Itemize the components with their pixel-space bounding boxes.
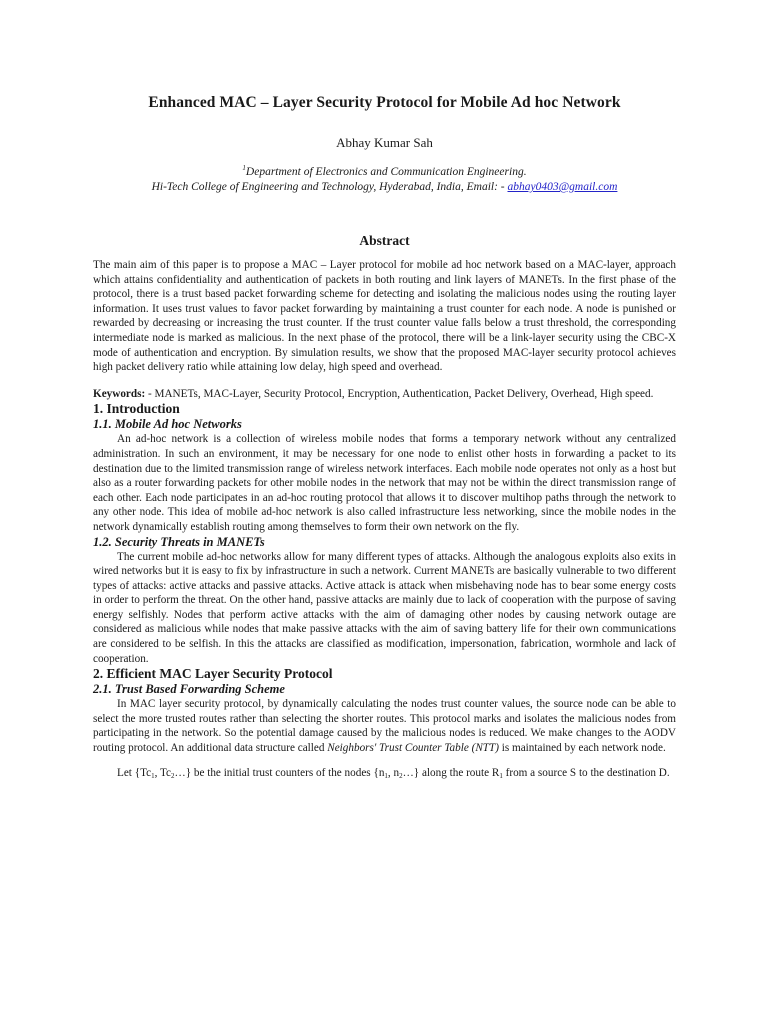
- ntt-term: Neighbors' Trust Counter Table (NTT): [327, 742, 499, 755]
- abstract-heading: Abstract: [359, 233, 410, 248]
- section-1-2-text: The current mobile ad-hoc networks allow for many different types of attacks. Although the analogous exploits also exits in wired networks but it is easy to fix by infrastructure in such a network. Current MANETs are basically vulnerable to two different types of attacks: active attacks and passive attacks. Active attack is attack when misbehaving node has to bear some energy costs in order to perform the threat. On the other hand, passive attacks are mainly due to lack of cooperation with the purpose of saving energy selfishly. Nodes that perform active attacks with the aim of damaging other nodes by causing network outage are considered as malicious while nodes that make passive attacks with the aim of saving battery life for their own communications are considered to be selfish. In this the attacks are classified as modification, impersonation, fabrication, wormhole and lack of cooperation.: [93, 550, 676, 665]
- abstract-text: The main aim of this paper is to propose a MAC – Layer protocol for mobile ad hoc network based on a MAC-layer, approach which attains confidentiality and authentication of packets in both routing and link layers of MANETs. In the first phase of the protocol, there is a trust based packet forwarding scheme for detecting and isolating the malicious nodes using the routing layer information. It uses trust values to favor packet forwarding by maintaining a trust counter for each node. A node is punished or rewarded by decreasing or increasing the trust counter. If the trust counter value falls below a trust threshold, the corresponding intermediate node is marked as malicious. In the next phase of the protocol, there will be a link-layer security using the CBC-X mode of authentication and encryption. By simulation results, we show that the proposed MAC-layer security protocol achieves high packet delivery ratio while attaining low delay, high speed and overhead.: [93, 259, 676, 374]
- affiliation-college: Hi-Tech College of Engineering and Technology, Hyderabad, India, Email: - abhay0403@gmail.com: [151, 181, 618, 193]
- email-link[interactable]: abhay0403@gmail.com: [507, 181, 618, 193]
- section-1-1-text: An ad-hoc network is a collection of wireless mobile nodes that forms a temporary network without any centralized administration. In such an environment, it may be necessary for one node to enlist other hosts in forwarding a packet to its destination due to the limited transmission range of wireless network interfaces. Each mobile node operates not only as a host but also as a router forwarding packets for other mobile nodes in the network that may not be within the direct transmission range of each other. Each node participates in an ad-hoc routing protocol that allows it to discover multihop paths through the network to any other node. This idea of mobile ad-hoc network is also called infrastructure less networking, since the mobile nodes in the network dynamically establish routing among themselves to form their own network on the fly.: [93, 433, 676, 533]
- section-2-1-trust-counters: Let {Tc1, Tc2…} be the initial trust counters of the nodes {n1, n2…} along the route R1 from a source S to the destination D.: [117, 766, 670, 780]
- author-name: Abhay Kumar Sah: [336, 135, 433, 150]
- keywords: [93, 387, 676, 402]
- section-2-heading: 2. Efficient MAC Layer Security Protocol: [93, 666, 333, 682]
- section-1-1-heading: 1.1. Mobile Ad hoc Networks: [93, 417, 242, 432]
- section-2-1-heading: 2.1. Trust Based Forwarding Scheme: [93, 682, 285, 697]
- affiliation-marker: 1: [242, 164, 246, 172]
- section-2-1-text: In MAC layer security protocol, by dynamically calculating the nodes trust counter values, the source node can be able to select the more trusted routes rather than selecting the shorter routes. This protocol marks and isolates the malicious nodes from participating in the network. So the potential damage caused by the malicious nodes is reduced. We make changes to the AODV routing protocol. An additional data structure called Neighbors' Trust Counter Table (NTT) is maintained by each network node.: [93, 698, 676, 755]
- keywords-label: Keywords:: [93, 387, 146, 400]
- keywords-text: - MANETs, MAC-Layer, Security Protocol, Encryption, Authentication, Packet Delivery, Overhead, High speed.: [145, 387, 654, 400]
- affiliation: [93, 161, 676, 195]
- section-1-heading: 1. Introduction: [93, 401, 180, 417]
- affiliation-department: $^1$Department of Electronics and Communication Engineering.: [242, 164, 527, 178]
- section-1-2-heading: 1.2. Security Threats in MANETs: [93, 534, 265, 549]
- paper-title: Enhanced MAC – Layer Security Protocol for Mobile Ad hoc Network: [148, 94, 621, 111]
